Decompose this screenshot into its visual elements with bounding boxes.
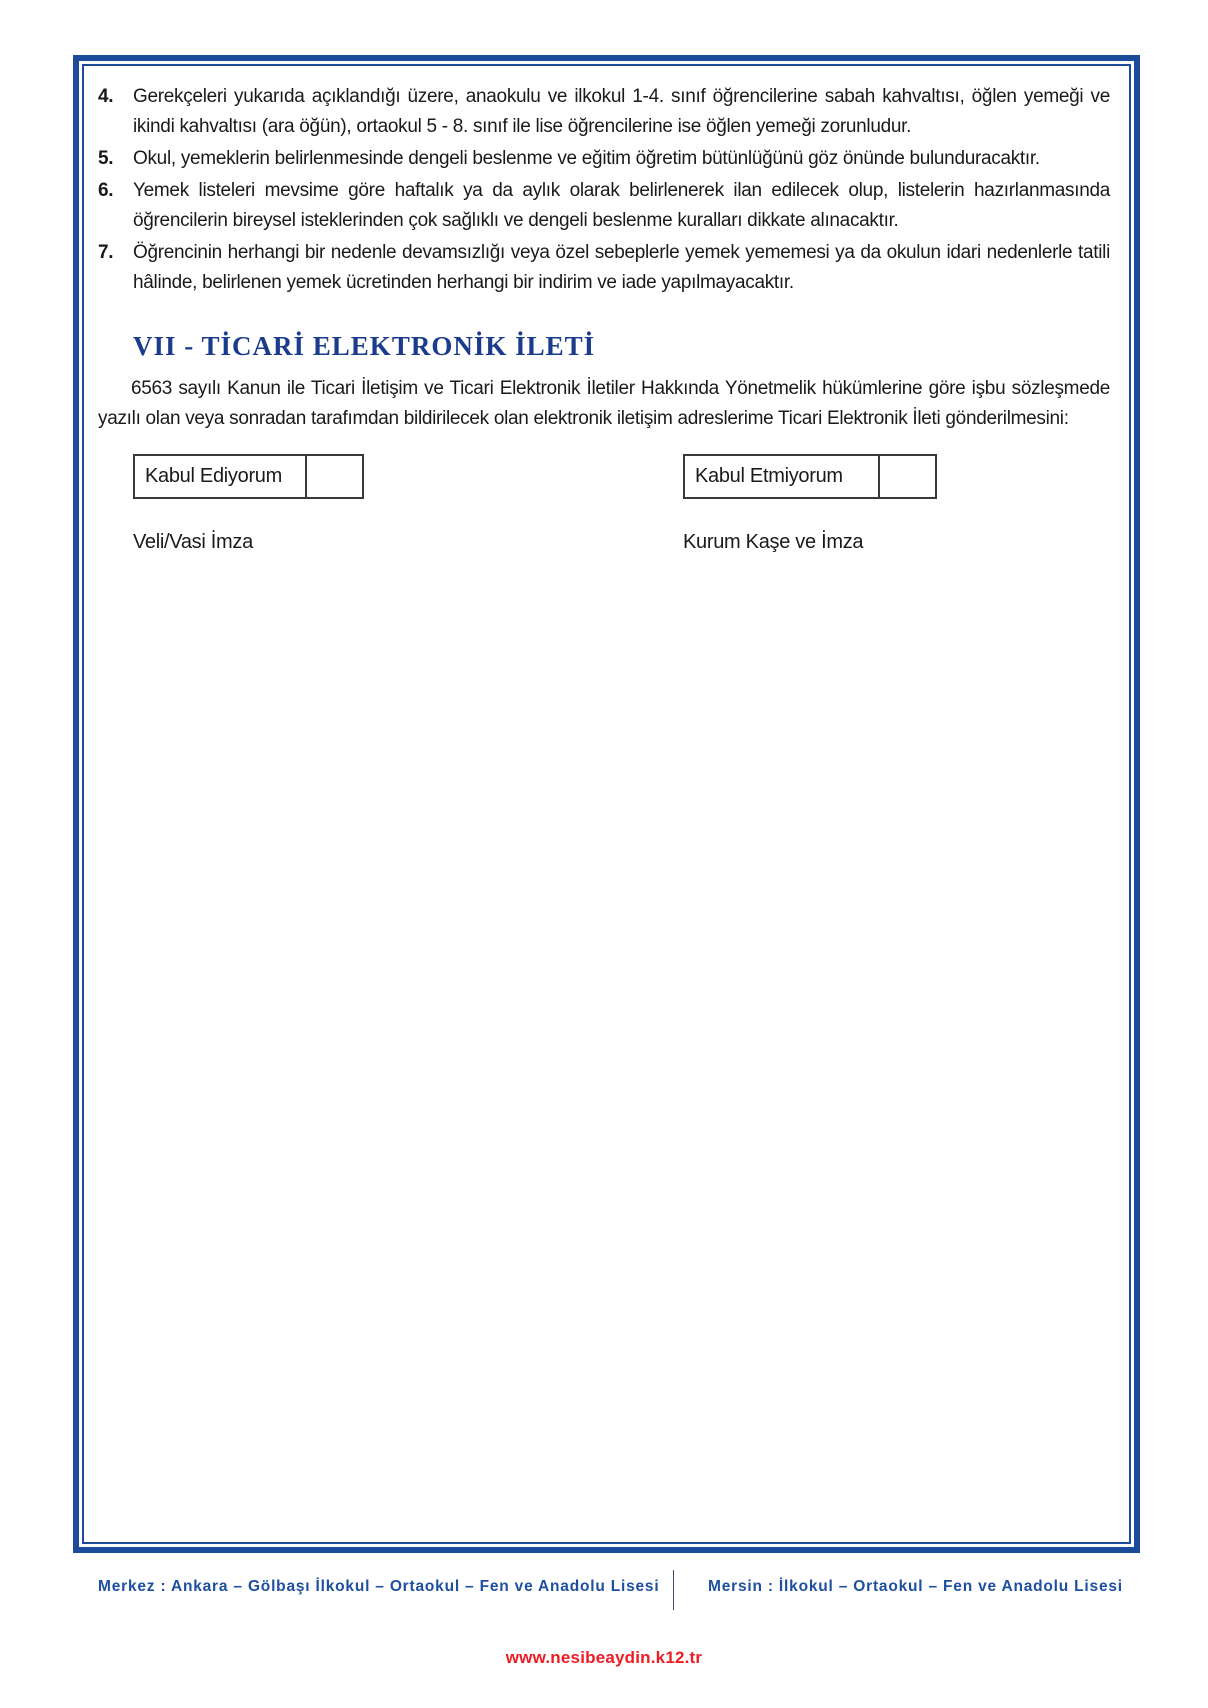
institution-signature-label: Kurum Kaşe ve İmza <box>683 531 864 553</box>
guardian-signature-label: Veli/Vasi İmza <box>133 531 253 553</box>
list-item <box>98 238 1110 298</box>
decline-label: Kabul Etmiyorum <box>695 465 843 487</box>
footer-divider <box>673 1570 674 1610</box>
page-content <box>82 64 1131 1544</box>
list-item-number: 5. <box>98 148 114 169</box>
accept-label: Kabul Ediyorum <box>145 465 282 487</box>
list-item-text: Yemek listeleri mevsime göre haftalık ya da aylık olarak belirlenerek ilan edilecek olup, listelerin hazırlanmasında öğrencilerin bireysel isteklerinden çok sağlıklı ve dengeli beslenme kuralları dikkate alınacaktır. <box>133 180 1110 231</box>
website-link[interactable]: www.nesibeaydin.k12.tr <box>505 1648 703 1667</box>
decline-option-box <box>683 454 937 499</box>
section-paragraph: 6563 sayılı Kanun ile Ticari İletişim ve Ticari Elektronik İletiler Hakkında Yönetmelik hükümlerine göre işbu sözleşmede yazılı olan veya sonradan tarafımdan bildirilecek olan elektronik iletişim adreslerime Ticari Elektronik İleti gönderilmesini: <box>98 378 1110 429</box>
list-item-text: Gerekçeleri yukarıda açıklandığı üzere, anaokulu ve ilkokul 1-4. sınıf öğrencilerine sabah kahvaltısı, öğlen yemeği ve ikindi kahvaltısı (ara öğün), ortaokul 5 - 8. sınıf ile lise öğrencilerine ise öğlen yemeği zorunludur. <box>133 86 1110 137</box>
list-item <box>98 82 1110 142</box>
list-item-number: 6. <box>98 180 114 201</box>
list-item-number: 7. <box>98 242 114 263</box>
numbered-list <box>98 82 1110 298</box>
decline-checkbox[interactable] <box>878 456 935 497</box>
list-item-text: Öğrencinin herhangi bir nedenle devamsızlığı veya özel sebeplerle yemek yememesi ya da okulun idari nedenlerle tatili hâlinde, belirlenen yemek ücretinden herhangi bir indirim ve iade yapılmayacaktır. <box>133 242 1110 293</box>
accept-checkbox[interactable] <box>305 456 362 497</box>
list-item <box>98 176 1110 236</box>
consent-row <box>98 454 1110 499</box>
list-item-number: 4. <box>98 86 114 107</box>
footer-address-merkez: Merkez : Ankara – Gölbaşı İlkokul – Ortaokul – Fen ve Anadolu Lisesi <box>98 1578 660 1595</box>
section-heading: VII - TİCARİ ELEKTRONİK İLETİ <box>133 331 596 361</box>
page-border-frame <box>73 55 1140 1553</box>
list-item <box>98 144 1110 174</box>
signature-row <box>98 531 1110 561</box>
footer-address-mersin: Mersin : İlkokul – Ortaokul – Fen ve Anadolu Lisesi <box>708 1578 1123 1595</box>
accept-option-box <box>133 454 364 499</box>
list-item-text: Okul, yemeklerin belirlenmesinde dengeli beslenme ve eğitim öğretim bütünlüğünü göz önünde bulunduracaktır. <box>133 148 1040 169</box>
